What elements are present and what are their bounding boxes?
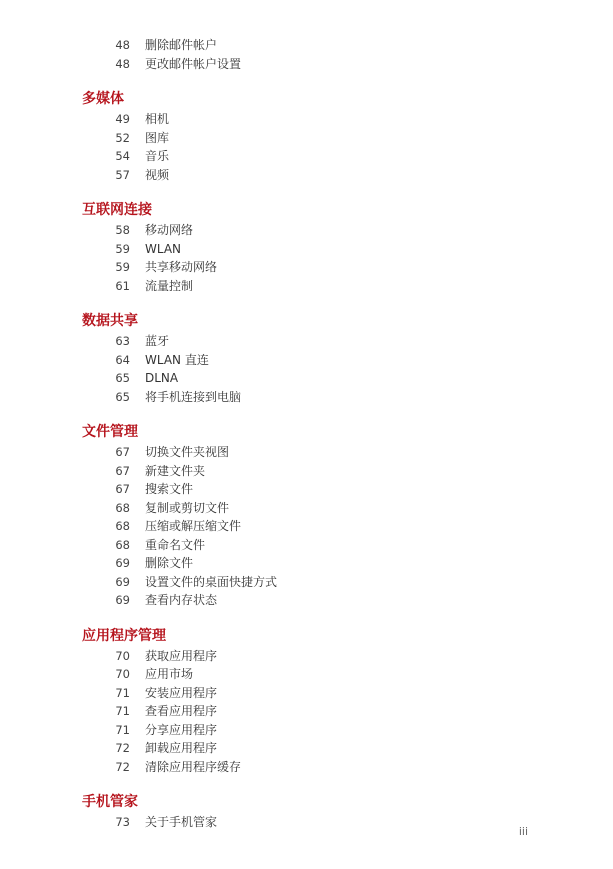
toc-entry[interactable] [82, 240, 562, 259]
toc-entry[interactable] [82, 702, 562, 721]
table-of-contents [82, 36, 562, 848]
toc-entry[interactable] [82, 221, 562, 240]
toc-entry-page-number: 67 [115, 463, 130, 478]
toc-entry-list [82, 36, 562, 73]
toc-entry[interactable] [82, 573, 562, 592]
toc-entry[interactable] [82, 758, 562, 777]
toc-entry-label: 图库 [145, 130, 170, 145]
toc-entry[interactable] [82, 110, 562, 129]
toc-section [82, 200, 562, 295]
toc-entry[interactable] [82, 517, 562, 536]
toc-entry-list [82, 443, 562, 610]
toc-entry[interactable] [82, 462, 562, 481]
toc-entry-label: 卸载应用程序 [145, 741, 218, 755]
toc-entry-page-number: 49 [115, 112, 130, 126]
toc-entry-label: 搜索文件 [145, 482, 194, 496]
section-heading: 数据共享 [82, 313, 138, 329]
toc-entry[interactable] [82, 258, 562, 277]
toc-entry-page-number: 48 [115, 56, 130, 71]
toc-entry-list [82, 221, 562, 295]
toc-entry-page-number: 73 [115, 815, 130, 829]
toc-entry-page-number: 69 [115, 574, 130, 589]
toc-entry-page-number: 48 [115, 38, 130, 52]
toc-entry-label: 关于手机管家 [145, 815, 218, 829]
toc-entry-page-number: 70 [115, 648, 130, 663]
toc-entry[interactable] [82, 166, 562, 185]
toc-entry-label: 重命名文件 [145, 537, 206, 552]
toc-section [82, 422, 562, 610]
toc-entry[interactable] [82, 554, 562, 573]
toc-entry[interactable] [82, 129, 562, 148]
toc-section [82, 792, 562, 832]
toc-entry-page-number: 69 [115, 593, 130, 607]
toc-entry-page-number: 72 [115, 741, 130, 755]
toc-entry-list [82, 332, 562, 406]
toc-entry-list [82, 647, 562, 777]
toc-entry-label: 切换文件夹视图 [145, 445, 230, 459]
toc-entry-page-number: 69 [115, 556, 130, 570]
toc-entry-label: 音乐 [145, 149, 170, 163]
toc-entry-list [82, 813, 562, 832]
toc-entry-page-number: 70 [115, 667, 130, 681]
toc-entry-page-number: 54 [115, 149, 130, 163]
toc-entry[interactable] [82, 443, 562, 462]
toc-entry-label: 移动网络 [145, 223, 194, 237]
toc-entry-label: 压缩或解压缩文件 [145, 519, 242, 533]
toc-entry-label: 共享移动网络 [145, 260, 218, 274]
toc-entry-page-number: 72 [115, 759, 130, 774]
toc-entry[interactable] [82, 351, 562, 370]
toc-entry-page-number: 59 [115, 260, 130, 274]
toc-entry-page-number: 64 [115, 352, 130, 367]
toc-entry-page-number: 68 [115, 537, 130, 552]
toc-entry-page-number: 58 [115, 223, 130, 237]
toc-section [82, 36, 562, 73]
section-heading: 手机管家 [82, 794, 138, 810]
toc-entry[interactable] [82, 813, 562, 832]
section-heading: 文件管理 [82, 424, 138, 440]
toc-entry-label: 相机 [145, 112, 170, 126]
toc-entry-label: 删除邮件帐户 [145, 38, 218, 52]
toc-entry-label: 视频 [145, 167, 170, 182]
toc-entry-label: WLAN 直连 [145, 352, 209, 367]
toc-entry-list [82, 110, 562, 184]
toc-entry-page-number: 71 [115, 685, 130, 700]
toc-section [82, 626, 562, 777]
toc-entry[interactable] [82, 739, 562, 758]
toc-entry-label: 新建文件夹 [145, 463, 206, 478]
toc-entry[interactable] [82, 277, 562, 296]
toc-entry-label: 流量控制 [145, 278, 194, 293]
toc-entry-page-number: 67 [115, 445, 130, 459]
toc-entry-label: DLNA [145, 371, 179, 385]
toc-entry[interactable] [82, 665, 562, 684]
toc-entry[interactable] [82, 647, 562, 666]
toc-entry-page-number: 67 [115, 482, 130, 496]
toc-entry-label: 删除文件 [145, 556, 194, 570]
toc-entry-page-number: 52 [115, 130, 130, 145]
toc-entry-label: WLAN [145, 241, 182, 256]
toc-entry[interactable] [82, 499, 562, 518]
toc-entry-label: 复制或剪切文件 [145, 500, 230, 515]
toc-entry[interactable] [82, 332, 562, 351]
toc-entry-label: 将手机连接到电脑 [145, 389, 242, 404]
toc-entry-label: 查看内存状态 [145, 593, 218, 607]
toc-entry[interactable] [82, 591, 562, 610]
toc-entry[interactable] [82, 55, 562, 74]
page-number: iii [518, 825, 528, 838]
toc-entry-page-number: 63 [115, 334, 130, 348]
section-heading: 应用程序管理 [82, 627, 166, 644]
toc-entry[interactable] [82, 147, 562, 166]
toc-entry-page-number: 65 [115, 389, 130, 404]
toc-entry-label: 蓝牙 [145, 334, 170, 348]
toc-entry-page-number: 71 [115, 722, 130, 737]
toc-entry[interactable] [82, 684, 562, 703]
toc-entry-page-number: 71 [115, 704, 130, 718]
toc-entry-page-number: 57 [115, 167, 130, 182]
toc-entry[interactable] [82, 480, 562, 499]
toc-entry-label: 安装应用程序 [145, 685, 218, 700]
section-heading: 互联网连接 [82, 202, 152, 218]
section-heading: 多媒体 [82, 91, 124, 107]
toc-entry-page-number: 61 [115, 278, 130, 293]
toc-entry[interactable] [82, 369, 562, 388]
toc-entry[interactable] [82, 721, 562, 740]
toc-entry-label: 清除应用程序缓存 [145, 759, 242, 774]
toc-entry[interactable] [82, 536, 562, 555]
toc-entry[interactable] [82, 36, 562, 55]
toc-entry-label: 分享应用程序 [145, 722, 218, 737]
toc-entry-label: 设置文件的桌面快捷方式 [145, 574, 278, 589]
toc-entry-page-number: 68 [115, 519, 130, 533]
toc-section [82, 311, 562, 406]
toc-entry-page-number: 65 [115, 371, 130, 385]
toc-entry-label: 应用市场 [145, 667, 194, 681]
toc-section [82, 89, 562, 184]
toc-entry-label: 获取应用程序 [145, 648, 218, 663]
toc-entry-label: 查看应用程序 [145, 704, 218, 718]
toc-entry-page-number: 68 [115, 500, 130, 515]
toc-entry-page-number: 59 [115, 241, 130, 256]
toc-entry[interactable] [82, 388, 562, 407]
toc-entry-label: 更改邮件帐户设置 [145, 56, 242, 71]
